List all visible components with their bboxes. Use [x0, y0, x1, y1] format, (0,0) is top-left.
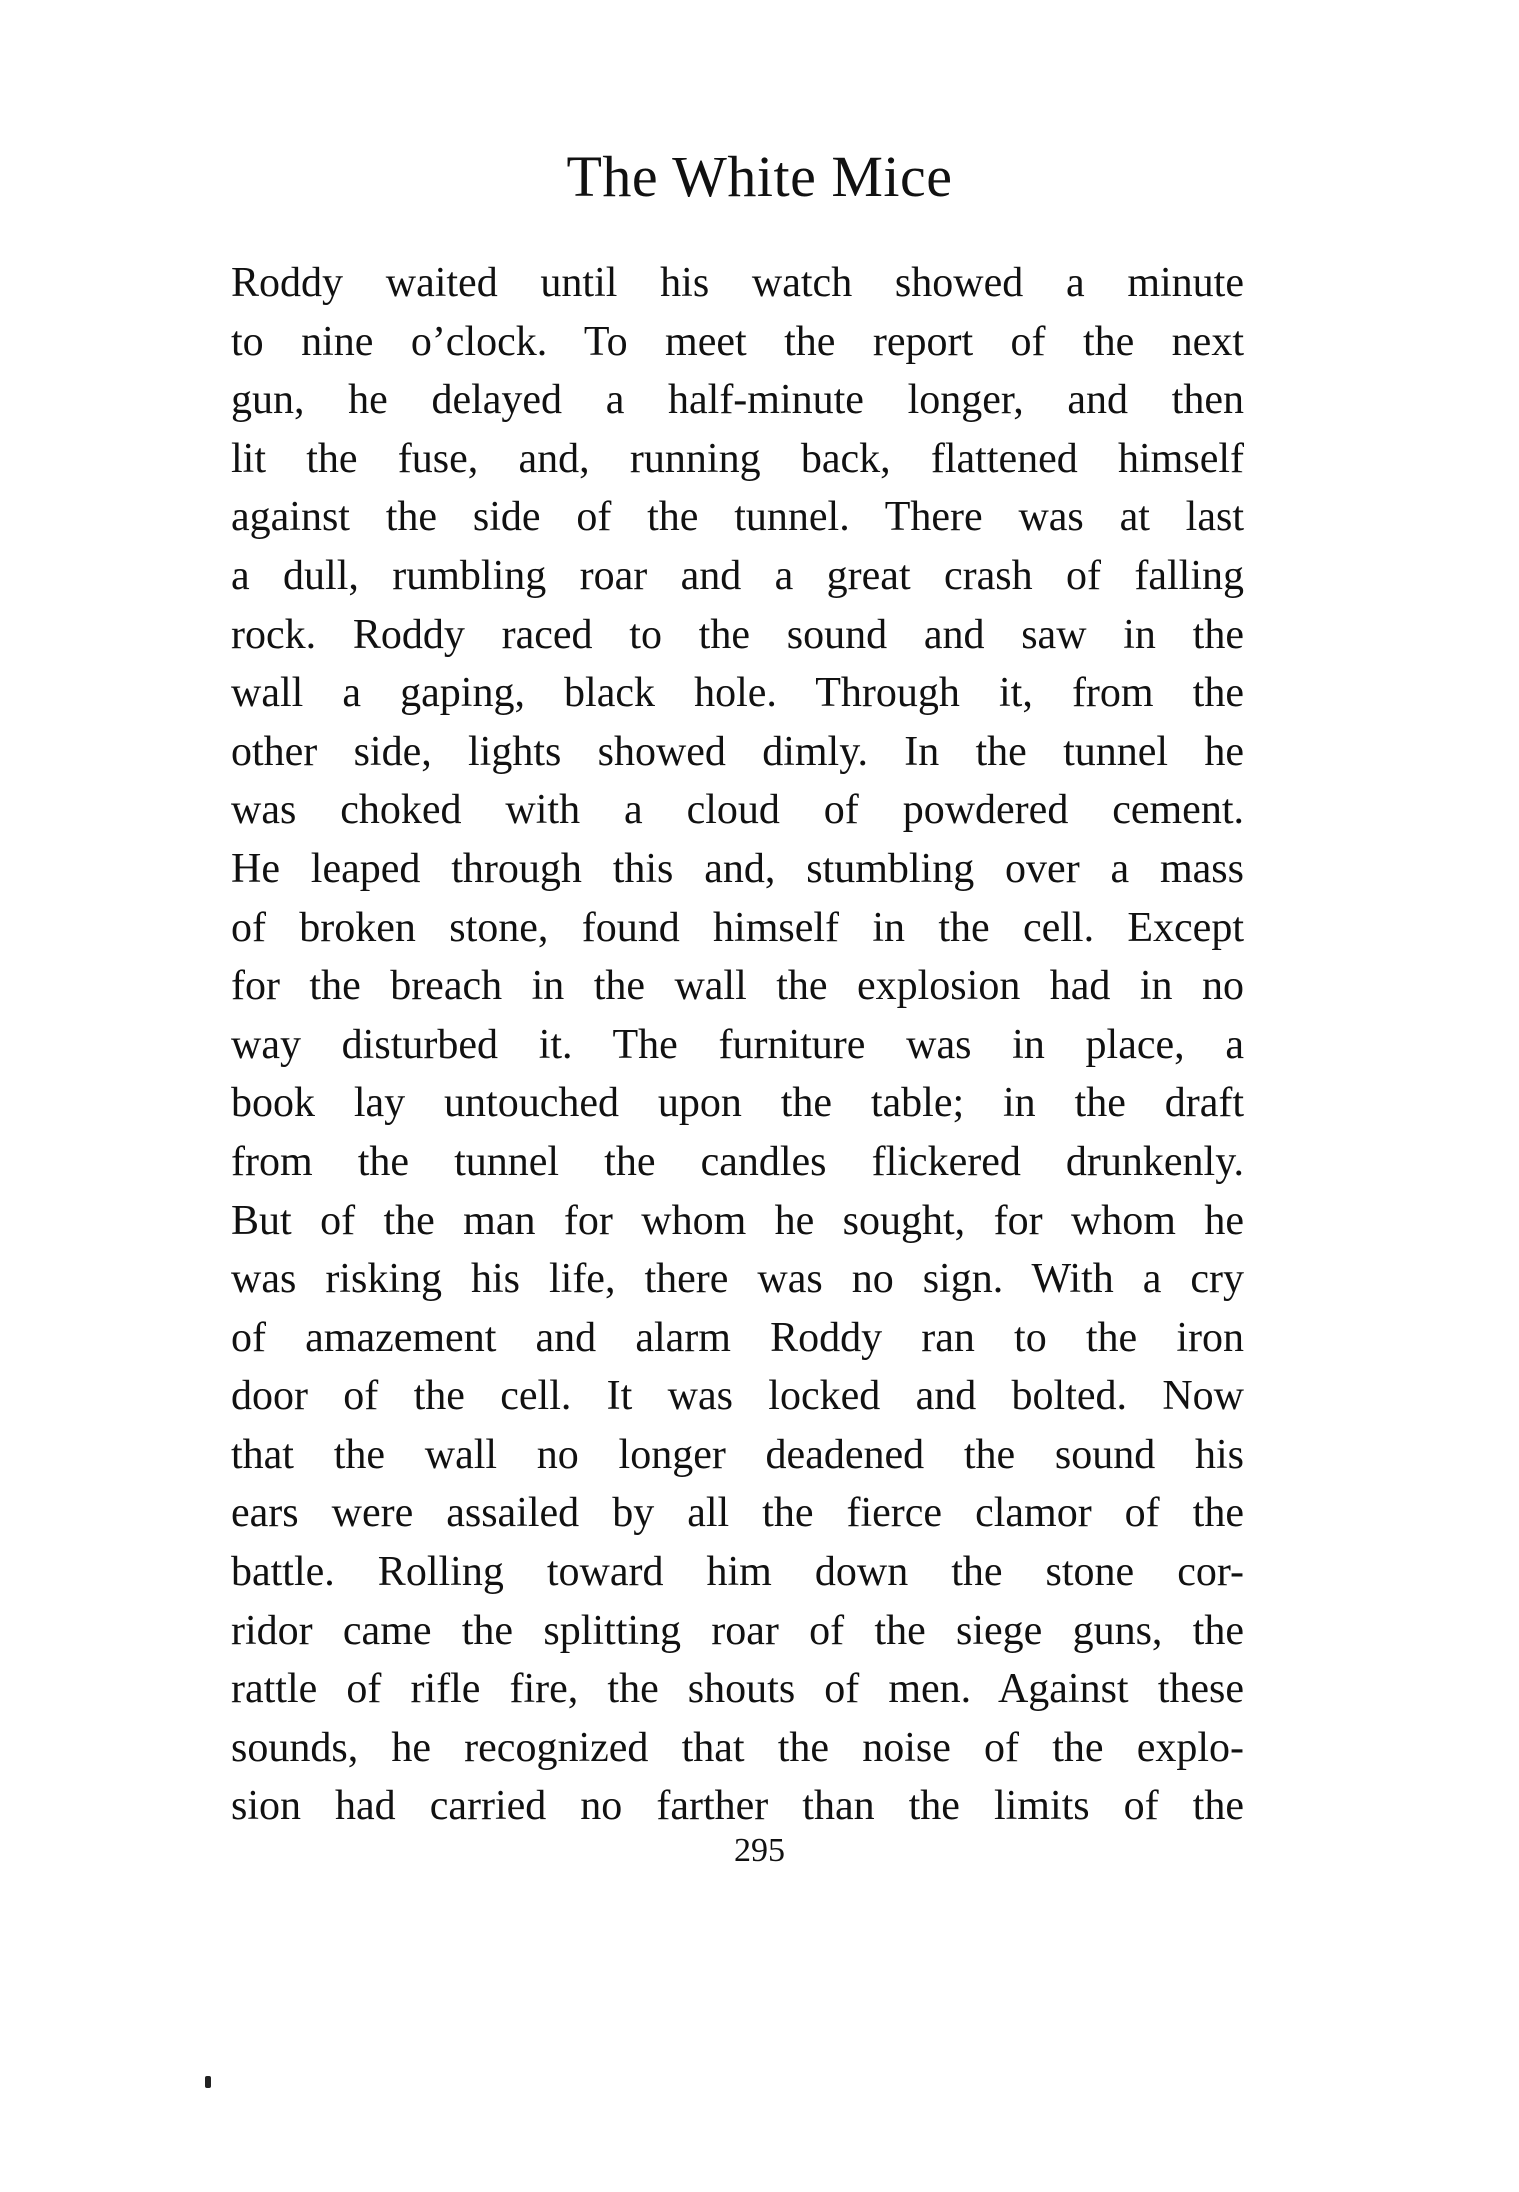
text-line: wall a gaping, black hole. Through it, from the	[231, 670, 1244, 717]
text-line: to nine o’clock. To meet the report of the next	[231, 318, 1244, 365]
scan-speck	[205, 2076, 211, 2088]
text-line: door of the cell. It was locked and bolted. Now	[231, 1373, 1244, 1420]
text-line: rock. Roddy raced to the sound and saw in the	[231, 611, 1244, 658]
running-head: The White Mice	[566, 144, 953, 209]
text-line: Roddy waited until his watch showed a minute	[231, 260, 1244, 306]
text-line: for the breach in the wall the explosion had in no	[231, 963, 1244, 1010]
text-line: He leaped through this and, stumbling over a mass	[231, 845, 1244, 892]
page-number: 295	[734, 1832, 785, 1869]
text-line: book lay untouched upon the table; in the draft	[231, 1080, 1244, 1127]
text-line: against the side of the tunnel. There was at last	[231, 494, 1244, 541]
text-line: was risking his life, there was no sign. With a cry	[231, 1256, 1244, 1303]
text-line: was choked with a cloud of powdered cement.	[231, 787, 1244, 834]
text-line: lit the fuse, and, running back, flattened himself	[231, 435, 1244, 482]
text-line: rattle of rifle fire, the shouts of men. Against these	[231, 1666, 1244, 1713]
text-line: ridor came the splitting roar of the siege guns, the	[231, 1607, 1244, 1654]
body-text	[231, 254, 1244, 1836]
text-line: a dull, rumbling roar and a great crash of falling	[231, 552, 1244, 599]
text-line: sion had carried no farther than the limits of the	[231, 1783, 1244, 1830]
text-line: of broken stone, found himself in the cell. Except	[231, 904, 1244, 951]
text-line: battle. Rolling toward him down the stone cor-	[231, 1549, 1244, 1596]
text-line: way disturbed it. The furniture was in place, a	[231, 1021, 1244, 1068]
text-line: gun, he delayed a half-minute longer, and then	[231, 377, 1244, 424]
text-line: But of the man for whom he sought, for whom he	[231, 1197, 1244, 1244]
text-line: other side, lights showed dimly. In the tunnel he	[231, 728, 1244, 775]
text-line: from the tunnel the candles flickered drunkenly.	[231, 1138, 1244, 1185]
text-line: ears were assailed by all the fierce clamor of the	[231, 1490, 1244, 1537]
text-line: of amazement and alarm Roddy ran to the iron	[231, 1314, 1244, 1361]
text-line: sounds, he recognized that the noise of the explo-	[231, 1724, 1244, 1771]
text-line: that the wall no longer deadened the sound his	[231, 1431, 1244, 1478]
